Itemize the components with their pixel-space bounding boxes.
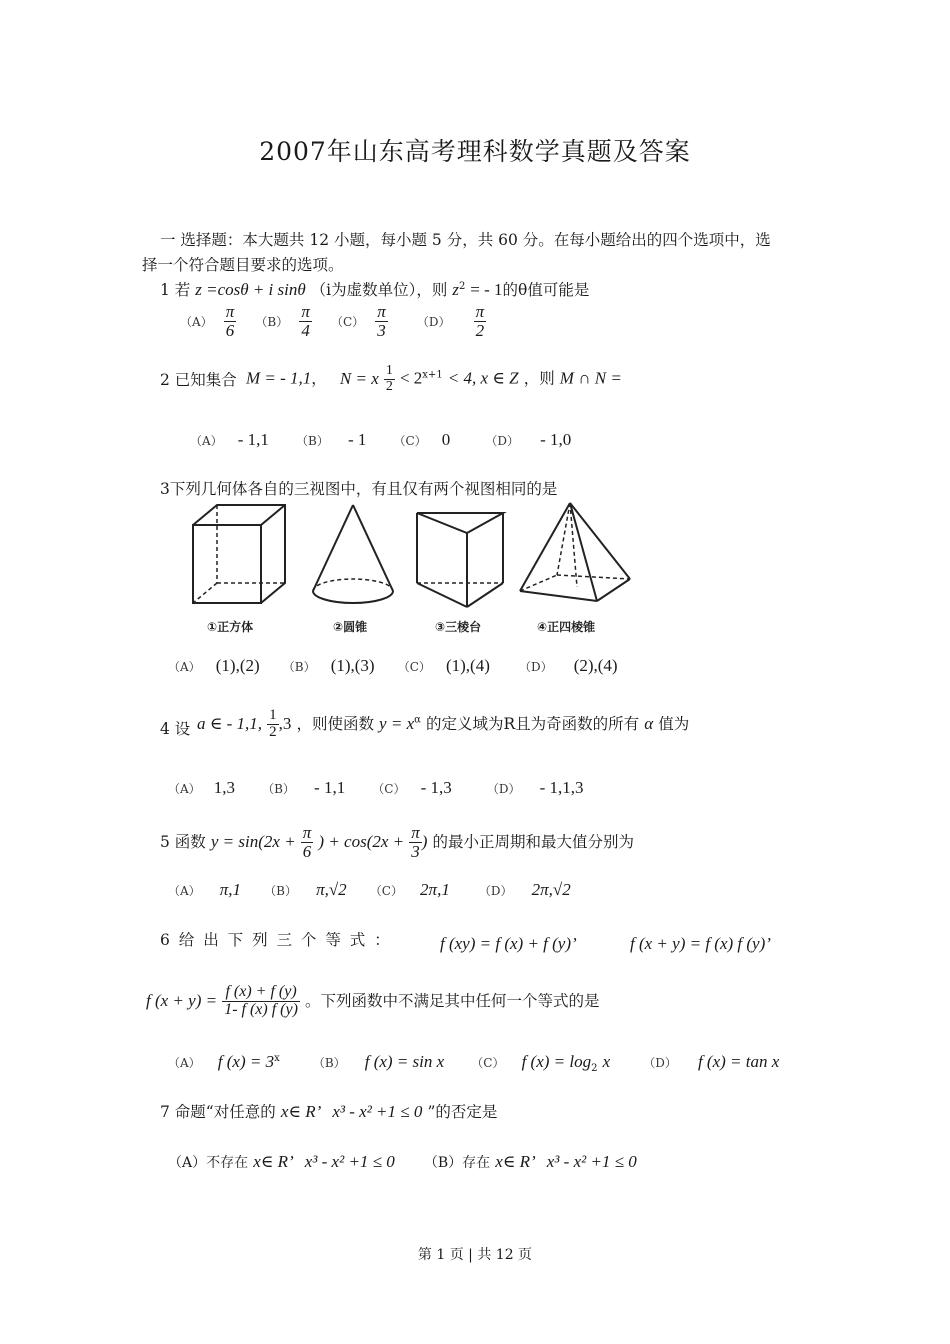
frustum-figure <box>417 513 503 607</box>
q4-expression: a ∈ - 1,1, $\frac{1}{2}$ ,3 ，则使函数 $y = x^\alpha$ 的定义域为R且为奇函数的所有 α 值为 <box>197 707 690 740</box>
cube-figure <box>193 505 285 603</box>
q1-options: （A） $\frac{\pi}{6}$ （B） $\frac{\pi}{4}$ （C） $\frac{\pi}{3}$ （D） $\frac{\pi}{2}$ <box>180 302 485 340</box>
caption-cone: ②圆锥 <box>333 620 368 634</box>
page-title: 2007年山东高考理科数学真题及答案 <box>259 137 691 166</box>
q2-options: （A） - 1,1 （B） - 1 （C） 0 （D） - 1,0 <box>190 430 572 449</box>
q4-stem: 4 设 <box>160 720 191 738</box>
cone-figure <box>313 505 393 603</box>
q6-options: （A） f $(x) = 3^x$ （B） f (x) = sin x （C） f $(x) = \log_2 x$ （D） f (x) = tan x <box>168 1052 780 1075</box>
q2-stem: 2 已知集合 <box>160 371 237 389</box>
caption-cube: ①正方体 <box>207 620 254 634</box>
caption-frustum: ③三棱台 <box>435 620 482 634</box>
q1-stem: 1 若 z =cosθ + i sinθ （i为虚数单位），则 $z^2$ = - 1的θ值可能是 <box>160 280 590 299</box>
q4-options: （A） 1,3 （B） - 1,1 （C） - 1,3 （D） - 1,1,3 <box>168 778 584 797</box>
q5-options: （A） π,1 （B） π,√2 （C） 2π,1 （D） 2π,√2 <box>168 880 571 899</box>
q6-eq3: f (x + y) = $\frac{f (x) + f (y)}{1- f (x) f (y)}$ 。下列函数中不满足其中任何一个等式的是 <box>146 983 600 1018</box>
page-footer: 第 1 页 | 共 12 页 <box>417 1247 533 1263</box>
caption-pyramid: ④正四棱锥 <box>537 620 596 634</box>
section-intro-line1: 一 选择题：本大题共 12 小题，每小题 5 分，共 60 分。在每小题给出的四个选项中，选 <box>160 231 771 249</box>
q5-stem: 5 函数 y = sin(2x + $\frac{\pi}{6}$ ) + cos(2x + $\frac{\pi}{3}$ ) 的最小正周期和最大值分别为 <box>160 823 635 861</box>
q6-eq1: f (xy) = f (x) + f (y)’ <box>440 934 577 953</box>
q2-sets: M = - 1,1， N = x $\frac{1}{2}$ < $2^{x+1} < 4$, x ∈ Z ，则 M ∩ N = <box>246 363 622 394</box>
pyramid-figure <box>520 503 630 601</box>
q1-expression: z =cosθ + i sinθ <box>195 280 306 299</box>
q3-stem: 3下列几何体各自的三视图中，有且仅有两个视图相同的是 <box>160 480 558 498</box>
q3-options: （A） (1),(2) （B） (1),(3) （C） (1),(4) （D） (2),(4) <box>168 656 618 675</box>
q3-figure <box>185 495 635 640</box>
q7-options: （A）不存在 x∈ R’ x³ - x² +1 ≤ 0 （B）存在 x∈ R’ x³ - x² +1 ≤ 0 <box>168 1152 637 1171</box>
q7-stem: 7 命题“对任意的 x∈ R’ x³ - x² +1 ≤ 0 ”的否定是 <box>160 1102 498 1121</box>
q6-eq2: f (x + y) = f (x) f (y)’ <box>630 934 771 953</box>
q6-stem: 6 给 出 下 列 三 个 等 式 ： <box>160 931 392 949</box>
section-intro-line2: 择一个符合题目要求的选项。 <box>142 256 344 274</box>
